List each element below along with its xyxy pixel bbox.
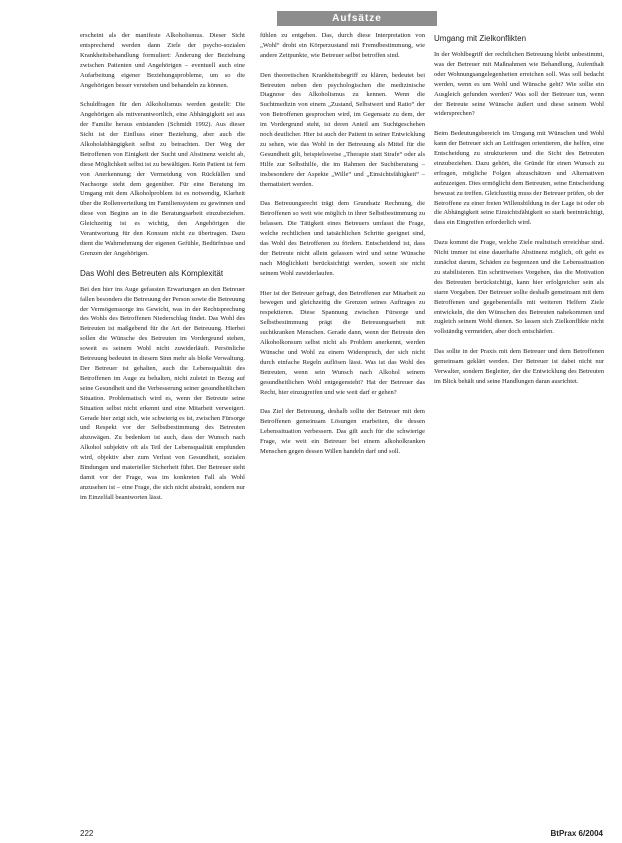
paragraph: Dazu kommt die Frage, welche Ziele realistisch erreichbar sind. Nicht immer ist eine dauerhafte Abstinenz möglich, oft geht es zunächst darum, Schäden zu begrenzen und die Lebenssituation zu stabilisieren. Ein schrittweises Vorgehen, das die Motivation des Betreuten berücksichtigt, kann hier erfolgreicher sein als starre Vorgaben. Der Betreuer sollte deshalb gemeinsam mit dem Betroffenen und gegebenenfalls mit weiteren Helfern Ziele entwickeln, die den Wünschen des Betreuten nahekommen und zugleich seinem Wohl dienen. So lassen sich Zielkonflikte nicht vollständig vermeiden, aber doch entschärfen. <box>434 239 604 336</box>
paragraph: Bei den hier ins Auge gefassten Erwartungen an den Betreuer fallen besonders die Betreuung der Person sowie die Betreuung der Vermögenssorge ins Gewicht, was in der Rechtsprechung des Wohls des Betroffenen Niederschlag findet. Das Wohl des Betreuten ist maßgebend für die Art der Betreuung. Hierbei sollen die Wünsche des Betreuten im Vordergrund stehen, soweit es seinem Wohl nicht zuwiderläuft. Persönliche Betreuung bedeutet in diesem Sinn mehr als bloße Verwaltung. Der Betreuer ist gehalten, auch die Lebensqualität des Betroffenen im Auge zu behalten, nicht zuletzt in Bezug auf seine Gesundheit und die Verbesserung seiner gesundheitlichen Situation. Problematisch wird es, wenn der Betreute seine Situation selbst nicht erkennt und eine Mitarbeit verweigert. Gerade hier zeigt sich, wie schwierig es ist, zwischen Fürsorge und Respekt vor der Selbstbestimmung des Betreuten abzuwägen. Zu bedenken ist auch, dass der Wunsch nach Alkohol subjektiv oft als Teil der Lebensqualität empfunden wird, objektiv aber zum Verlust von Gesundheit, sozialen Bindungen und materieller Sicherheit führt. Der Betreuer steht damit vor der Frage, was im konkreten Fall als Wohl anzusehen ist – eine Frage, die sich nicht abstrakt, sondern nur im Einzelfall beantworten lässt. <box>80 285 245 501</box>
paragraph: In der Wohlbegriff der rechtlichen Betreuung bleibt unbestimmt, was der Betreuer mit Maßnahmen wie Behandlung, Aufenthalt oder Wohnungsangelegenheiten erreichen soll. Was soll bedacht werden, wenn es um Wohl und Wünsche geht? Wie sollte ein Ausgleich gefunden werden? Was soll der Betreuer tun, wenn der Betreute seine Wünsche äußert und diese seinem Wohl widersprechen? <box>434 51 604 118</box>
text-column-2 <box>260 31 425 821</box>
paragraph: fühlen zu entgehen. Das, durch diese Interpretation von „Wohl“ droht ein Körperzustand mit Fremdbestimmung, wie andere Zeitpunkte, wie Betreuer selbst betroffen sind. <box>260 32 425 59</box>
paragraph: Hier ist der Betreuer gefragt, den Betroffenen zur Mitarbeit zu bewegen und gleichzeitig die Grenzen seines Auftrages zu respektieren. Diese Spannung zwischen Fürsorge und Selbstbestimmung prägt die Betreuungsarbeit mit suchtkranken Menschen. Gerade dann, wenn der Betreute den Alkoholkonsum selbst nicht als Problem anerkennt, werden Wünsche und Wohl zu einem Widerspruch, der sich nicht durch einfache Regeln auflösen lässt. Was ist das Wohl des Betreuten, wenn sein Wunsch nach Alkohol seinem gesundheitlichen Wohl entgegensteht? Hat der Betreuer das Recht, hier einzugreifen und wie weit darf er gehen? <box>260 289 425 396</box>
text-column-1 <box>80 31 245 821</box>
page-number: 222 <box>80 829 94 838</box>
paragraph: Das Betreuungsrecht trägt dem Grundsatz Rechnung, die Betroffenen so weit wie möglich in ihrer Selbstbestimmung zu belassen. Die Tätigkeit eines Betreuers umfasst die Frage, welche rechtlichen und tatsächlichen Schritte geeignet sind, das Wohl des Betroffenen zu fördern. Entscheidend ist, dass der Betreute nicht allein gelassen wird und seine Wünsche nach Möglichkeit berücksichtigt werden, soweit sie nicht seinem Wohl zuwiderlaufen. <box>260 200 425 277</box>
paragraph: erscheint als der manifeste Alkoholismus. Dieser Sicht entsprechend werden dann Ziele der psycho-sozialen Krankheitsbehandlung formuliert: Änderung der Beziehung zwischen Patienten und Angehörigen – eventuell auch eine Aufarbeitung eigener Beziehungsprobleme, um so die Angehörigen besser verstehen und behandeln zu können. <box>80 32 245 89</box>
journal-issue: BtPrax 6/2004 <box>550 829 603 838</box>
text-column-3 <box>434 34 604 814</box>
paragraph: Das Ziel der Betreuung, deshalb sollte der Betreuer mit dem Betroffenen gemeinsam Lösungen erarbeiten, die dessen Lebenssituation verbessern. Das gilt auch für die schwierige Frage, wie weit ein Betreuer bei einem alkoholkranken Menschen gegen dessen Willen handeln darf und soll. <box>260 408 425 455</box>
paragraph: Den theoretischen Krankheitsbegriff zu klären, bedeutet bei Betreuten neben den psychologischen die medizinische Diagnose des Alkoholismus zu kennen. Wenn die Suchtmedizin von einem „Zustand, Selbstwert und Ratio“ der von Betroffenen gesprochen wird, im Gegensatz zu dem, der im Vordergrund steht, ist deren Anteil am Suchtgeschehen noch deutlicher. Hier ist auch der Patient in seiner Entwicklung zu sehen, wie das Wohl in der Betreuung als Mittel für die Gesundheit gilt, beispielsweise „Therapie statt Strafe“ oder als Hilfe zur Selbsthilfe, die im Rahmen der Suchtberatung – insbesondere der Aspekte „Wille“ und „Einsichtsfähigkeit“ – thematisiert werden. <box>260 71 425 188</box>
paragraph: Das sollte in der Praxis mit dem Betreuer und dem Betroffenen gemeinsam geklärt werden. Der Betreuer ist dabei nicht nur Verwalter, sondern Begleiter, der die Entwicklung des Betreuten im Blick behält und seine Handlungen daran ausrichtet. <box>434 348 604 385</box>
section-heading: Das Wohl des Betreuten als Komplexität <box>80 268 224 278</box>
paragraph: Beim Bedeutungsbereich im Umgang mit Wünschen und Wohl kann der Betreuer sich an Leitfragen orientieren, die helfen, eine Entscheidung zu strukturieren und die Sicht des Betreuten einzubeziehen. Dazu gehört, die Gründe für einen Wunsch zu erfragen, mögliche Folgen abzuschätzen und Alternativen aufzuzeigen. Dies ermöglicht dem Betreuten, seine Entscheidung bewusst zu treffen. Gleichzeitig muss der Betreuer prüfen, ob der Betroffene zu einer freien Willensbildung in der Lage ist oder ob die Abhängigkeit seine Einsichtsfähigkeit so stark beeinträchtigt, dass ein Eingreifen erforderlich wird. <box>434 130 604 227</box>
section-header-tag: Aufsätze <box>277 11 437 26</box>
paragraph: Schuldfragen für den Alkoholismus werden gestellt: Die Angehörigen als mitverantwortlich, eine Abhängigkeit sei aus der Familie heraus entstanden (Schmidt 1992). Aus dieser Sicht ist der Einfluss einer Beziehung, aber auch die Alkoholabhängigkeit selbst zu betrachten. Der Weg der Betroffenen von Einigkeit der Sucht und Abstinenz weicht ab, diese Möglichkeit selbst ist zu bewältigen. Kein Patient ist fern von Anerkennung; der Vermeidung von Rückfällen und Nachsorge steht dem gegenüber. Für eine Beratung im Umgang mit dem Alkoholproblem ist es notwendig, Klarheit über die Rollenverteilung im Familiensystem zu gewinnen und diese von Beginn an in die Beratungsarbeit einzubeziehen. Gleichzeitig ist es wichtig, den Angehörigen die Verantwortung für den Konsum nicht zu übertragen. Dazu dient die Wahrnehmung der eigenen Gefühle, Bedürfnisse und Grenzen der Angehörigen. <box>80 101 245 257</box>
section-heading: Umgang mit Zielkonflikten <box>434 34 527 43</box>
